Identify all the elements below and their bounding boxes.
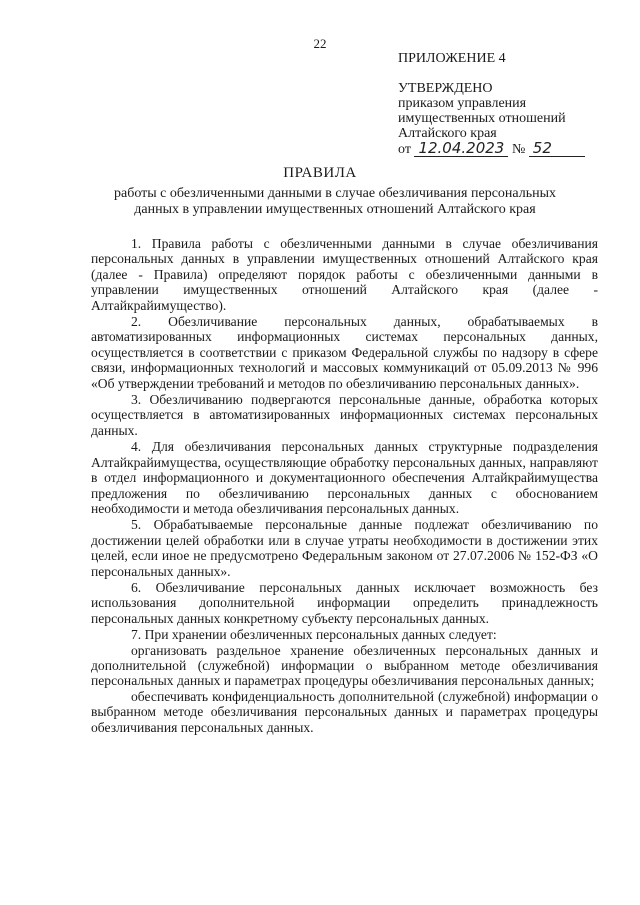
document-subtitle: работы с обезличенными данными в случае обезличивания персональных данных в управлении имущественных отношений Алтайского края (113, 186, 557, 217)
from-label: от (398, 142, 411, 157)
attachment-label: ПРИЛОЖЕНИЕ 4 (398, 51, 506, 66)
paragraph-7-item-2: обеспечивать конфиденциальность дополнительной (служебной) информации о выбранном методе обезличивания персональных данных и параметрах процедуры обезличивания персональных данных. (91, 688, 598, 735)
paragraph-3: 3. Обезличиванию подвергаются персональные данные, обработка которых осуществляется в автоматизированных информационных системах персональных данных. (91, 392, 598, 438)
document-title: ПРАВИЛА (283, 165, 357, 181)
approval-line-2: имущественных отношений (398, 111, 566, 126)
paragraph-4: 4. Для обезличивания персональных данных структурные подразделения Алтайкрайимущества, осуществляющие обработку персональных данных, направляют в отдел информационного и документационного обеспечения Алтайкрайимущества предложения по обезличиванию персональных данных с обоснованием необходимости и метода обезличивания персональных данных. (91, 439, 598, 516)
approval-date-line (398, 141, 585, 157)
approval-block (398, 51, 585, 157)
approval-line-1: приказом управления (398, 96, 527, 111)
paragraph-2: 2. Обезличивание персональных данных, обрабатываемых в автоматизированных информационных системах персональных данных, осуществляется в соответствии с приказом Федеральной службы по надзору в сфере связи, информационных технологий и массовых коммуникаций от 05.09.2013 № 996 «Об утверждении требований и методов по обезличиванию персональных данных». (91, 314, 598, 391)
paragraph-5: 5. Обрабатываемые персональные данные подлежат обезличиванию по достижении целей обработки или в случае утраты необходимости в достижении этих целей, если иное не предусмотрено Федеральным законом от 27.07.2006 № 152-ФЗ «О персональных данных». (91, 517, 598, 579)
paragraph-6: 6. Обезличивание персональных данных исключает возможность без использования дополнительной информации определить принадлежность персональных данных конкретному субъекту персональных данных. (91, 579, 598, 626)
paragraph-7: 7. При хранении обезличенных персональных данных следует: (131, 627, 497, 643)
paragraph-1: 1. Правила работы с обезличенными данными в случае обезличивания персональных данных в управлении имущественных отношений Алтайского края (далее - Правила) определяют порядок работы с обезличенными данными в управлении имущественных отношений Алтайского края (далее - Алтайкрайимущество). (91, 236, 598, 313)
approval-line-3: Алтайского края (398, 126, 497, 141)
approved-label: УТВЕРЖДЕНО (398, 81, 493, 96)
document-body (91, 236, 598, 735)
handwritten-number: 52 (529, 141, 585, 157)
number-label: № (511, 142, 526, 157)
handwritten-date: 12.04.2023 (414, 141, 508, 157)
page-number: 22 (313, 36, 327, 51)
paragraph-7-item-1: организовать раздельное хранение обезличенных персональных данных и дополнительной (служебной) информации о выбранном методе обезличивания персональных данных и параметрах процедуры обезличивания персональных данных; (91, 642, 598, 689)
